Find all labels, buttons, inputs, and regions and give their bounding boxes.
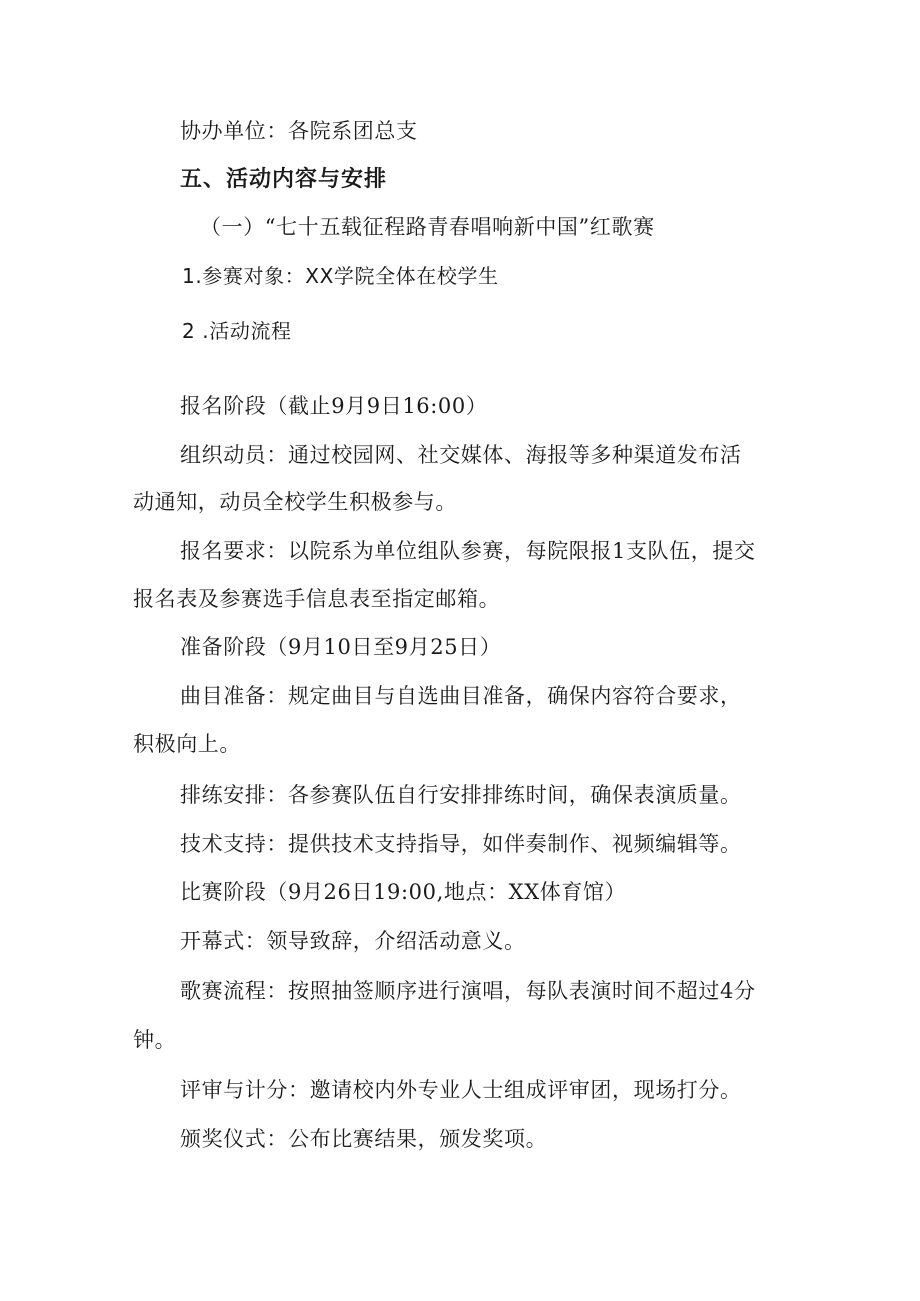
- songs-line-2: 积极向上。: [133, 732, 241, 756]
- flow-line-1: 歌赛流程：按照抽签顺序进行演唱，每队表演时间不超过4分: [180, 979, 756, 1003]
- subsection-title: （一）“七十五载征程路青春唱响新中国”红歌赛: [200, 215, 655, 239]
- registration-stage: 报名阶段（截止9月9日16:00）: [180, 394, 488, 418]
- organizer-line: 协办单位：各院系团总支: [180, 119, 418, 143]
- mobilization-line-1: 组织动员：通过校园网、社交媒体、海报等多种渠道发布活: [180, 443, 742, 467]
- opening-line: 开幕式：领导致辞，介绍活动意义。: [180, 929, 526, 953]
- tech-support-line: 技术支持：提供技术支持指导，如伴奏制作、视频编辑等。: [180, 832, 742, 856]
- preparation-stage: 准备阶段（9月10日至9月25日）: [180, 635, 502, 659]
- judging-line: 评审与计分：邀请校内外专业人士组成评审团，现场打分。: [180, 1078, 742, 1102]
- requirements-line-1: 报名要求：以院系为单位组队参赛，每院限报1支队伍，提交: [180, 539, 756, 563]
- awards-line: 颁奖仪式：公布比赛结果，颁发奖项。: [180, 1127, 548, 1151]
- item-participants: 1.参赛对象：XX学院全体在校学生: [182, 264, 499, 288]
- flow-line-2: 钟。: [133, 1028, 177, 1052]
- mobilization-line-2: 动通知，动员全校学生积极参与。: [133, 490, 457, 514]
- competition-stage: 比赛阶段（9月26日19:00,地点：XX体育馆）: [180, 880, 627, 904]
- item-process: 2 .活动流程: [182, 319, 292, 343]
- section-heading: 五、活动内容与安排: [180, 167, 388, 192]
- rehearsal-line: 排练安排：各参赛队伍自行安排排练时间，确保表演质量。: [180, 783, 742, 807]
- songs-line-1: 曲目准备：规定曲目与自选曲目准备，确保内容符合要求，: [180, 684, 742, 708]
- requirements-line-2: 报名表及参赛选手信息表至指定邮箱。: [133, 587, 501, 611]
